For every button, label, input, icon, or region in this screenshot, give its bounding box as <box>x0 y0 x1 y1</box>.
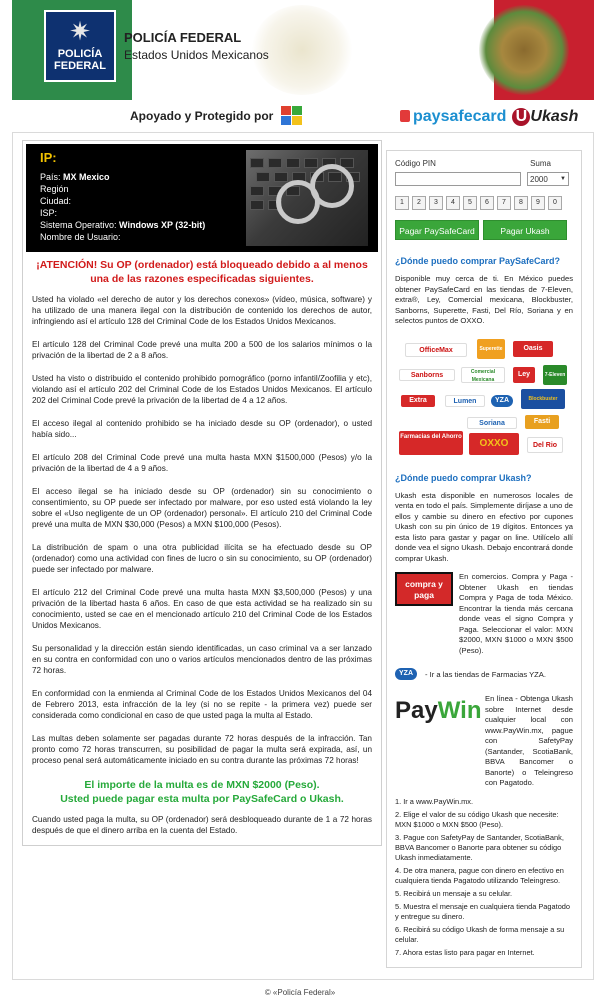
pin-label: Código PIN <box>395 159 436 168</box>
warning-paragraph: El artículo 128 del Criminal Code prevé una multa 200 a 500 de los salarios mínimos o la privación de la libertad de 2 a 8 años. <box>32 340 372 360</box>
windows-logo-icon <box>281 106 303 126</box>
sum-select[interactable] <box>527 172 569 186</box>
keypad-key-3[interactable]: 3 <box>429 196 443 210</box>
store-ley-logo: Ley <box>513 367 535 383</box>
info-city: Ciudad: <box>40 196 72 206</box>
store-farmacias-ahorro-logo: Farmacias del Ahorro <box>399 431 463 455</box>
ukash-section-title: ¿Dónde puedo comprar Ukash? <box>395 472 532 483</box>
footer-copyright: © «Policía Federal» <box>264 988 336 997</box>
warning-paragraph: Usted ha visto o distribuido el contenido prohibido pornográfico (porno infantil/Zoofilia y etc), violando así el artículo 202 del Criminal Code de los Estados Unidos Mexicanos. El artículo 202 del Criminal Code prevé la privación de la libertad de 4 a 12 años. <box>32 374 372 405</box>
store-oxxo-logo: OXXO <box>469 433 519 455</box>
step-item: 5. Recibirá un mensaje a su celular. <box>395 888 513 898</box>
store-blockbuster-logo: Blockbuster <box>521 389 565 409</box>
store-extra-logo: Extra <box>401 395 435 407</box>
policia-federal-logo <box>44 10 116 82</box>
warning-panel <box>22 140 382 846</box>
pay-paysafecard-button[interactable]: Pagar PaySafeCard <box>395 220 479 240</box>
info-username: Nombre de Usuario: <box>40 232 121 242</box>
warning-paragraph: El artículo 208 del Criminal Code prevé una multa hasta MXN $1500,000 (Pesos) y/o la privación de la libertad de 4 a 9 años. <box>32 453 372 473</box>
system-info-box <box>26 144 378 252</box>
paysafecard-text: paysafecard <box>413 108 507 125</box>
pay-ukash-button[interactable]: Pagar Ukash <box>483 220 567 240</box>
logo-text-1: POLICÍA <box>57 48 103 60</box>
warning-paragraph: Su personalidad y la dirección están siendo identificadas, un caso criminal va a ser lanzado en su contra en conformidad con uno o varios artículos mencionados dentro de las próximas 72 horas. <box>32 644 372 675</box>
store-comercial-mexicana-logo: Comercial Mexicana <box>461 367 505 383</box>
badge-star-icon: ✷ <box>69 17 91 47</box>
header-banner <box>12 0 594 100</box>
step-item: 4. De otra manera, pague con dinero en efectivo en cualquiera tienda Pagatodo utilizando Teleingreso. <box>395 865 564 885</box>
step-item: 3. Pague con SafetyPay de Santander, ScotiaBank, BBVA Bancomer o Banorte para obtener su código Ukash inmediatamente. <box>395 832 564 862</box>
paysafecard-description: Disponible muy cerca de ti. En México puedes obtener PaySafeCard en las tiendas de 7-Eleven, extra®, Ley, Comercial mexicana, Blockbuster, Sanborns, Superette, Fasti, Del Río, Soriana y en selectos puntos de OXXO. <box>395 274 573 325</box>
handcuffs-image <box>246 150 368 246</box>
alert-title: ¡ATENCIÓN! Su OP (ordenador) está bloqueado debido a al menos una de las razones especificadas siguientes. <box>36 259 368 285</box>
warning-footer-text <box>26 814 378 836</box>
store-lumen-logo: Lumen <box>445 395 485 407</box>
pin-row <box>395 172 573 186</box>
paysafecard-logo <box>400 108 506 126</box>
step-item: 1. Ir a www.PayWin.mx. <box>395 796 474 806</box>
keypad-key-2[interactable]: 2 <box>412 196 426 210</box>
logo-text-2: FEDERAL <box>54 60 106 72</box>
agency-title: POLICÍA FEDERAL <box>124 30 242 45</box>
paywin-block <box>395 694 573 789</box>
agency-subtitle: Estados Unidos Mexicanos <box>124 48 269 62</box>
warning-paragraph: El acceso ilegal al contenido prohibido se ha iniciado desde su OP (ordenador), o usted había sido... <box>32 419 372 439</box>
fine-amount: El importe de la multa es de MXN $2000 (Peso). <box>84 779 320 791</box>
ip-label: IP: <box>40 150 57 165</box>
store-delrio-logo: Del Rio <box>527 437 563 453</box>
keypad-key-6[interactable]: 6 <box>480 196 494 210</box>
payment-brand-logos <box>400 108 578 126</box>
support-text: Apoyado y Protegido por <box>130 109 274 123</box>
eagle-emblem-icon <box>479 5 569 95</box>
keypad-key-7[interactable]: 7 <box>497 196 511 210</box>
compra-y-paga-block <box>395 572 573 656</box>
chevron-down-icon: ▼ <box>560 176 566 182</box>
step-item: 7. Ahora estas listo para pagar en Internet. <box>395 947 535 957</box>
paywin-text: En línea - Obtenga Ukash sobre Internet desde cualquier local con www.PayWin.mx, pague con SafetyPay (Santander, ScotiaBank, BBVA Bancomer o Banorte) o Teleingreso con Pagatodo. <box>485 694 573 787</box>
warning-paragraph: La distribución de spam o una otra publicidad ilícita se ha efectuado desde su OP (ordenador) como una actividad con fines de lucro o sin su conocimiento, su OP (ordenador) puede ser infectado por malware. <box>32 543 372 574</box>
pay-buttons <box>395 220 573 240</box>
keypad-key-0[interactable]: 0 <box>548 196 562 210</box>
lock-icon <box>400 110 410 122</box>
keypad-key-9[interactable]: 9 <box>531 196 545 210</box>
payment-panel <box>386 150 582 968</box>
support-row <box>130 104 303 128</box>
paywin-logo: PayWin <box>395 697 482 724</box>
store-fasti-logo: Fasti <box>525 415 559 429</box>
paysafecard-section-title: ¿Dónde puedo comprar PaySafeCard? <box>395 256 561 266</box>
keypad-key-5[interactable]: 5 <box>463 196 477 210</box>
info-os: Sistema Operativo: Windows XP (32-bit) <box>40 220 206 230</box>
warning-paragraph: El acceso ilegal se ha iniciado desde su OP (ordenador) sin su conocimiento o consentimiento, su OP puede ser infectado por malware, por eso usted está violando la ley sobre el «Uso negligente de un OP (ordenador) personal». El artículo 210 del Criminal Code prevé una multa de MXN $30,000 (Pesos) a MXN $100,000 (Pesos). <box>32 487 372 529</box>
store-7eleven-logo: 7-Eleven <box>543 365 567 385</box>
warning-paragraph: En conformidad con la enmienda al Criminal Code de los Estados Unidos Mexicanos del 04 de Febrero 2013, esta infracción de la ley (si no se repite - la primera vez) puede ser considerada como condicional en caso de que usted paga la multa al Estado. <box>32 689 372 720</box>
compra-y-paga-logo: compra y paga <box>395 572 453 606</box>
warning-paragraph: El artículo 212 del Criminal Code prevé una multa hasta MXN $3,500,000 (Pesos) y una privación de la libertad hasta 6 años. En caso de que esta actividad se ha realizado sin su conocimiento, usted se cae en el mencionado artículo 210 del Criminal Code de los Estados Unidos Mexicanos. <box>32 588 372 630</box>
yza-text: - Ir a las tiendas de Farmacias YZA. <box>425 669 546 679</box>
keypad-key-4[interactable]: 4 <box>446 196 460 210</box>
info-isp: ISP: <box>40 208 58 218</box>
warning-body <box>26 294 378 766</box>
warning-paragraph: Cuando usted paga la multa, su OP (ordenador) será desbloqueado durante de 1 a 72 horas después de que el dinero arriba en la cuenta del Estado. <box>32 815 372 835</box>
store-soriana-logo: Soriana <box>467 417 517 429</box>
keypad-key-1[interactable]: 1 <box>395 196 409 210</box>
store-superette-logo: Superette <box>477 339 505 359</box>
step-item: 5. Muestra el mensaje en cualquiera tienda Pagatodo y entregue su dinero. <box>395 901 571 921</box>
step-item: 6. Recibirá su código Ukash de forma mensaje a su celular. <box>395 924 565 944</box>
keypad-key-8[interactable]: 8 <box>514 196 528 210</box>
warning-paragraph: Las multas deben solamente ser pagadas durante 72 horas después de la infracción. Tan pronto como 72 horas transcurren, su posibilidad de pagar la multa será expirada, así, un proceso penal será automáticamente iniciado en su contra durante las próximas 72 horas! <box>32 734 372 765</box>
pin-keypad <box>395 196 573 210</box>
ukash-description: Ukash esta disponible en numerosos locales de venta en todo el país. Simplemente diríjase a uno de ellos y cambie su dinero en efectivo por cupones Ukash con su pin único de 19 dígitos. Entonces ya esta listo para gastar y pagar on line. Utilícelo allí donde vea el signo Ukash. Debajo encontrará donde comprar Ukash. <box>395 490 573 563</box>
payment-methods-note: Usted puede pagar esta multa por PaySafeCard o Ukash. <box>60 793 344 805</box>
yza-row <box>395 668 573 680</box>
ukash-u-icon: U <box>512 108 530 126</box>
compra-y-paga-text: En comercios. Compra y Paga - Obtener Ukash en tiendas Compra y Paga de toda México. Encontrar la tienda más cercana donde veas el signo Compra y Paga. Seleccionar el valor: MXN $2000, MXN $1000 o MXN $500 (Peso). <box>459 572 573 655</box>
store-yza-logo: YZA <box>491 395 513 407</box>
store-sanborns-logo: Sanborns <box>399 369 455 381</box>
sum-value: 2000 <box>530 174 548 184</box>
ukash-logo <box>512 108 578 126</box>
fine-amount-note <box>32 778 372 806</box>
sum-label: Suma <box>530 159 551 168</box>
pin-input[interactable] <box>395 172 521 186</box>
paywin-steps <box>395 797 573 958</box>
yza-logo: YZA <box>395 668 417 680</box>
system-info-lines <box>40 171 205 243</box>
info-region: Región <box>40 184 69 194</box>
store-officemax-logo: OfficeMax <box>405 343 467 357</box>
store-oasis-logo: Oasis <box>513 341 553 357</box>
info-country: País: MX Mexico <box>40 172 110 182</box>
store-logos <box>395 335 573 457</box>
pin-labels <box>395 159 573 168</box>
ukash-text: Ukash <box>530 108 579 125</box>
step-item: 2. Elige el valor de su código Ukash que necesite: MXN $1000 o MXN $500 (Peso). <box>395 809 559 829</box>
warning-paragraph: Usted ha violado «el derecho de autor y los derechos conexos» (vídeo, música, software) y ha utilizado de una manera ilegal con la distribución de contenido los derechos de autor, infringiendo así el artículo 128 del Criminal Code de los Estados Unidos Mexicanos. <box>32 295 372 326</box>
